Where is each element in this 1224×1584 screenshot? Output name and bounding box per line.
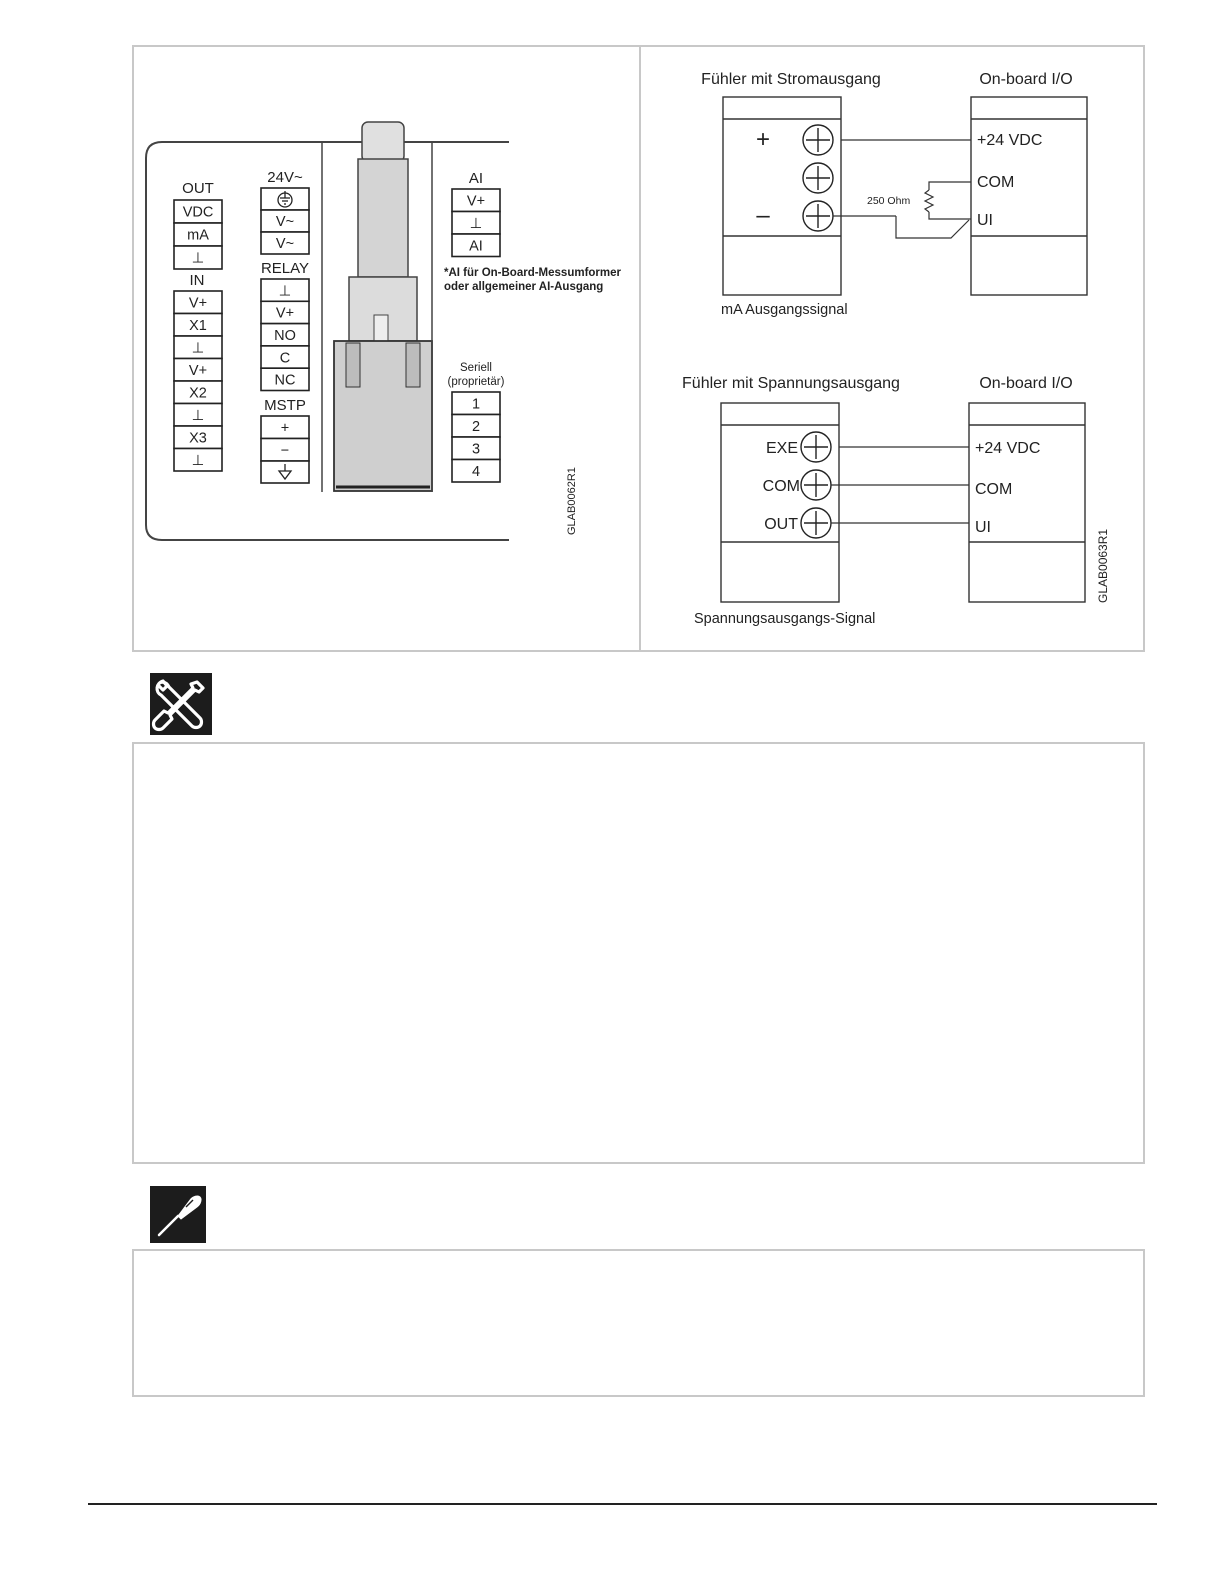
- terminal-label: ⊥: [191, 340, 205, 357]
- resistor-label: 250 Ohm: [867, 195, 911, 207]
- terminal-label: 2: [471, 418, 481, 435]
- terminal-screw-icon: [801, 432, 831, 462]
- power-terminal-block: [261, 210, 309, 254]
- current-io-ui: UI: [977, 212, 993, 229]
- voltage-out-label: OUT: [764, 516, 798, 533]
- voltage-io-24vdc: +24 VDC: [975, 440, 1041, 457]
- power-label: 24V~: [267, 169, 303, 186]
- connector-plug: [334, 122, 432, 491]
- terminal: [174, 336, 222, 359]
- current-wires: [833, 140, 971, 238]
- screwdriver-content-box: [132, 1249, 1145, 1397]
- mstp-label: MSTP: [264, 397, 306, 414]
- terminal-label: C: [279, 350, 291, 367]
- terminal: [261, 232, 309, 254]
- in-terminal-block: [174, 291, 222, 471]
- wiring-diagram-figure: [641, 47, 1143, 650]
- terminal: [261, 324, 309, 346]
- terminal-label: V+: [188, 295, 208, 312]
- terminal: [452, 234, 500, 257]
- voltage-io-com: COM: [975, 481, 1013, 498]
- shield-terminal: [261, 461, 309, 483]
- terminal: [261, 301, 309, 323]
- terminal-label: +: [280, 420, 290, 437]
- terminal-label: V+: [275, 305, 295, 322]
- terminal-label: mA: [187, 227, 209, 244]
- footer-rule: [88, 1503, 1157, 1505]
- terminal-label: NO: [274, 327, 296, 344]
- terminal: [452, 437, 500, 460]
- terminal-label: X1: [189, 317, 207, 334]
- relay-label: RELAY: [260, 260, 310, 277]
- terminal-label: VDC: [182, 204, 214, 221]
- terminal: [174, 404, 222, 427]
- terminal: [452, 392, 500, 415]
- terminal-label: ⊥: [469, 215, 483, 232]
- terminal-label: V~: [275, 214, 295, 231]
- terminal: [174, 314, 222, 337]
- terminal: [174, 200, 222, 223]
- terminal: [174, 291, 222, 314]
- terminal: [174, 426, 222, 449]
- terminal: [174, 359, 222, 382]
- screwdriver-icon: [150, 1186, 206, 1243]
- terminal: [261, 346, 309, 368]
- terminal-label: AI: [469, 238, 483, 255]
- current-io-24vdc: +24 VDC: [977, 132, 1043, 149]
- terminal: [174, 246, 222, 269]
- tools-content-box: [132, 742, 1145, 1164]
- current-plus-sign: +: [755, 126, 771, 153]
- terminal: [261, 210, 309, 232]
- serial-terminal-block: [452, 392, 500, 482]
- voltage-io-ui: UI: [975, 519, 991, 536]
- terminal-label: 4: [471, 463, 481, 480]
- terminal: [452, 460, 500, 483]
- out-terminal-block: [174, 200, 222, 269]
- voltage-com-label: COM: [762, 478, 800, 495]
- ai-note-line1: *AI für On-Board-Messumformer: [444, 267, 621, 279]
- serial-label-line1: Seriell: [460, 362, 492, 374]
- relay-terminal-block: [261, 279, 309, 391]
- ai-terminal-block: [452, 189, 500, 257]
- current-sensor-title: Fühler mit Stromausgang: [701, 71, 881, 88]
- terminal: [261, 416, 309, 439]
- terminal: [174, 223, 222, 246]
- terminal: [452, 212, 500, 235]
- terminal-label: 3: [471, 441, 481, 458]
- current-io-title: On-board I/O: [979, 71, 1073, 88]
- ground-terminal: [261, 188, 309, 210]
- terminal-label: V+: [188, 362, 208, 379]
- voltage-exe-label: EXE: [765, 440, 798, 457]
- figure-code-right: GLAB0063R1: [1096, 528, 1110, 603]
- terminal-label: ⊥: [278, 283, 292, 300]
- terminal: [174, 381, 222, 404]
- terminal-label: V+: [466, 193, 486, 210]
- terminal-label: V~: [275, 236, 295, 253]
- terminal: [174, 449, 222, 472]
- voltage-io-box: [969, 403, 1085, 602]
- ai-note-line2: oder allgemeiner AI-Ausgang: [444, 281, 604, 293]
- terminal-screw-icon: [801, 470, 831, 500]
- terminal-screw-icon: [803, 163, 833, 193]
- terminal: [452, 415, 500, 438]
- terminal: [261, 439, 309, 462]
- terminal: [261, 368, 309, 390]
- terminal-screw-icon: [803, 125, 833, 155]
- terminal-layout-figure: [134, 47, 637, 650]
- terminal: [261, 279, 309, 301]
- terminal-label: ⊥: [191, 452, 205, 469]
- terminal-label: −: [280, 442, 290, 459]
- terminal-label: 1: [471, 396, 481, 413]
- current-io-com: COM: [977, 174, 1015, 191]
- serial-label-line2: (proprietär): [447, 376, 505, 388]
- terminal-label: ⊥: [191, 407, 205, 424]
- ai-label: AI: [468, 170, 484, 187]
- current-minus-sign: –: [756, 202, 770, 229]
- terminal-label: X2: [189, 385, 207, 402]
- mstp-terminal-block: [261, 416, 309, 461]
- figure-code-left: GLAB0062R1: [566, 467, 578, 535]
- voltage-sensor-title: Fühler mit Spannungsausgang: [682, 375, 900, 392]
- current-io-box: [971, 97, 1087, 295]
- wrench-screwdriver-icon: [150, 673, 212, 735]
- in-label: IN: [189, 272, 205, 289]
- terminal-label: X3: [189, 430, 207, 447]
- out-label: OUT: [182, 180, 214, 197]
- terminal-screw-icon: [803, 201, 833, 231]
- voltage-caption: Spannungsausgangs-Signal: [694, 611, 876, 627]
- terminal-screw-icon: [801, 508, 831, 538]
- current-caption: mA Ausgangssignal: [721, 302, 848, 318]
- terminal: [452, 189, 500, 212]
- terminal-label: NC: [274, 372, 296, 389]
- voltage-io-title: On-board I/O: [979, 375, 1073, 392]
- voltage-wires: [831, 447, 969, 523]
- terminal-label: ⊥: [191, 250, 205, 267]
